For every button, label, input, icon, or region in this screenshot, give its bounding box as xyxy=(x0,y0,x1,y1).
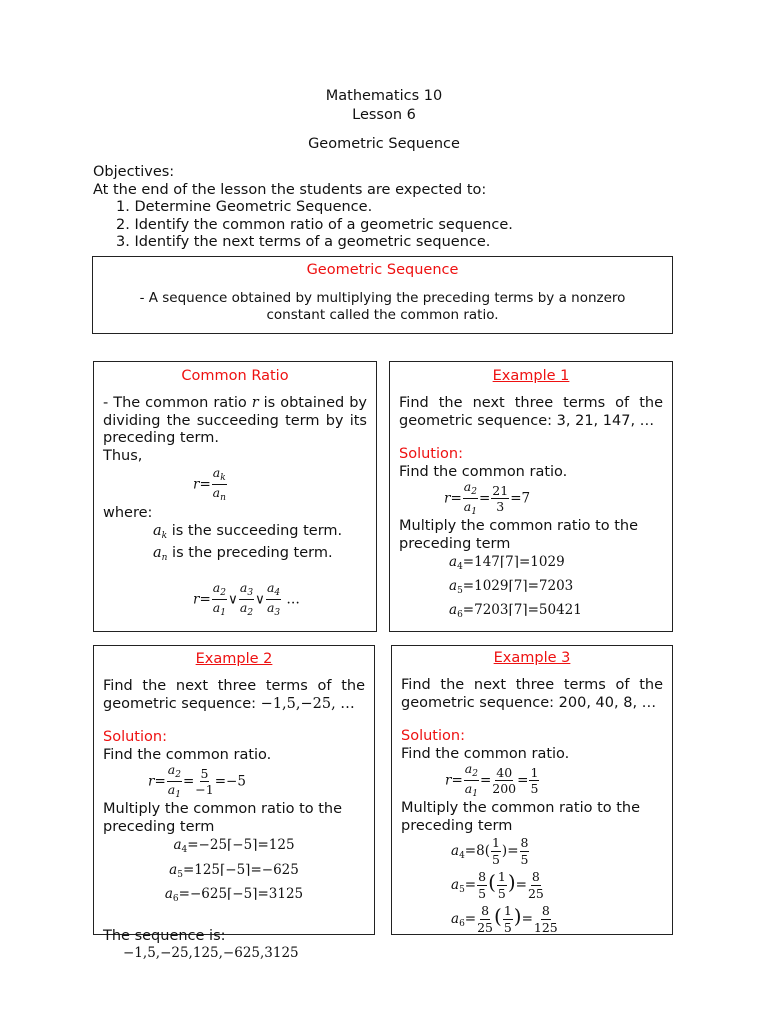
term-a6-clipped: $a_6=$ $\frac{8}{25}$ ( $\frac{1}{5}$ )= $\frac{8}{125}$ xyxy=(451,903,558,935)
objectives-label: Objectives: xyxy=(93,164,175,180)
example-3-title: Example 3 xyxy=(493,650,571,666)
var-r: r xyxy=(251,395,259,411)
term-a4: $a_4=8$( $\frac{1}{5}$ )= $\frac{8}{5}$ xyxy=(451,835,529,867)
term-a5: $a_5=1029⌈7⌉=7203$ xyxy=(449,578,574,596)
example-1-box xyxy=(389,361,673,632)
example-3-box xyxy=(391,645,673,935)
common-ratio-title: Common Ratio xyxy=(181,368,289,384)
topic-title: Geometric Sequence xyxy=(308,136,460,152)
example-2-step-1: Find the common ratio. xyxy=(103,746,272,763)
definition-box xyxy=(92,256,673,334)
ratio-result: =−5 xyxy=(214,773,246,790)
objective-item: 3. Identify the next terms of a geometric sequence. xyxy=(116,234,491,250)
example-3-solution-label: Solution: xyxy=(401,728,465,744)
example-2-conclusion-sequence: −1,5,−25,125,−625,3125 xyxy=(123,945,299,961)
definition-line-2: constant called the common ratio. xyxy=(266,307,499,323)
example-2-conclusion: The sequence is: xyxy=(103,927,226,944)
desc-part-2: is obtained by dividing the succeeding term by its preceding term. xyxy=(103,395,367,446)
objective-item: 2. Identify the common ratio of a geometric sequence. xyxy=(116,216,513,233)
example-2-problem xyxy=(103,678,365,713)
example-2-box xyxy=(93,645,375,961)
document-header xyxy=(0,87,768,154)
ratio-formula: r= $\frac{a_k}{a_n}$ xyxy=(193,465,226,503)
ratio-num: 21 xyxy=(492,482,509,498)
term-a5: $a_5=$ $\frac{8}{5}$ ( $\frac{1}{5}$ )= $\frac{8}{25}$ xyxy=(451,869,544,901)
objectives-section xyxy=(93,164,693,252)
example-3-ratio: r= $\frac{a_2}{a_1}$ = $\frac{40}{200}$ = $\frac{1}{5}$ xyxy=(445,761,539,799)
term-a6: $a_6=-625⌈-5⌉=3125$ xyxy=(164,886,304,904)
where-label: where: xyxy=(103,505,153,521)
ratio-den: −1 xyxy=(195,782,214,797)
example-3-step-1: Find the common ratio. xyxy=(401,745,570,762)
common-ratio-box xyxy=(93,361,377,632)
example-1-title: Example 1 xyxy=(492,368,570,384)
course-title: Mathematics 10 xyxy=(325,88,443,104)
desc-part-1: - The common ratio xyxy=(103,395,252,411)
example-1-terms xyxy=(449,553,663,625)
ratio-result: =7 xyxy=(510,490,531,507)
example-3-terms xyxy=(451,837,663,934)
example-1-problem: Find the next three terms of the geometric sequence: 3, 21, 147, … xyxy=(399,395,663,429)
common-ratio-description xyxy=(103,395,367,448)
example-2-terms xyxy=(103,836,365,910)
an-definition: $a_n$ is the preceding term. xyxy=(153,545,333,563)
ratio-den: 3 xyxy=(496,499,505,514)
example-1-ratio: r= $\frac{a_2}{a_1}$ = $\frac{21}{3}$ =7 xyxy=(444,479,531,517)
example-2-ratio: r= $\frac{a_2}{a_1}$ = $\frac{5}{-1}$ =−5 xyxy=(148,762,246,800)
definition-line-1: - A sequence obtained by multiplying the preceding terms by a nonzero xyxy=(139,290,626,306)
term-a4: $a_4=147⌈7⌉=1029$ xyxy=(449,554,565,572)
problem-math: −1,5,−25, … xyxy=(260,695,355,712)
example-1-step-1: Find the common ratio. xyxy=(399,463,568,480)
definition-title: Geometric Sequence xyxy=(306,262,459,278)
example-3-problem: Find the next three terms of the geometric sequence: 200, 40, 8, … xyxy=(401,677,663,711)
ratio-num: 5 xyxy=(200,765,209,781)
ak-definition: $a_k$ is the succeeding term. xyxy=(153,522,343,541)
term-a5: $a_5=125⌈-5⌉=-625$ xyxy=(169,861,299,880)
term-a6: $a_6=7203⌈7⌉=50421$ xyxy=(449,602,582,620)
term-a4: $a_4=-25⌈-5⌉=125$ xyxy=(173,837,295,855)
ellipsis: … xyxy=(286,591,300,607)
example-1-solution-label: Solution: xyxy=(399,446,463,462)
ratio-chain-formula: r= $\frac{a_2}{a_1}$ ∨ $\frac{a_3}{a_2}$ ∨ $\frac{a_4}{a_3}$ … xyxy=(193,579,300,618)
objectives-intro: At the end of the lesson the students are expected to: xyxy=(93,181,487,198)
lesson-number: Lesson 6 xyxy=(352,107,416,123)
example-2-solution-label: Solution: xyxy=(103,729,167,745)
example-2-step-2: Multiply the common ratio to the preceding term xyxy=(103,801,343,835)
example-2-title: Example 2 xyxy=(195,651,273,667)
example-3-step-2: Multiply the common ratio to the preceding term xyxy=(401,800,641,834)
problem-text: Find the next three terms of the geometric sequence: xyxy=(103,678,365,712)
thus-label: Thus, xyxy=(103,447,143,464)
ak-desc: is the succeeding term. xyxy=(167,522,343,539)
definition-text xyxy=(93,290,672,324)
objectives-list xyxy=(93,199,693,252)
example-1-step-2: Multiply the common ratio to the preceding term xyxy=(399,518,639,552)
an-desc: is the preceding term. xyxy=(167,545,333,561)
objective-item: 1. Determine Geometric Sequence. xyxy=(116,199,373,215)
